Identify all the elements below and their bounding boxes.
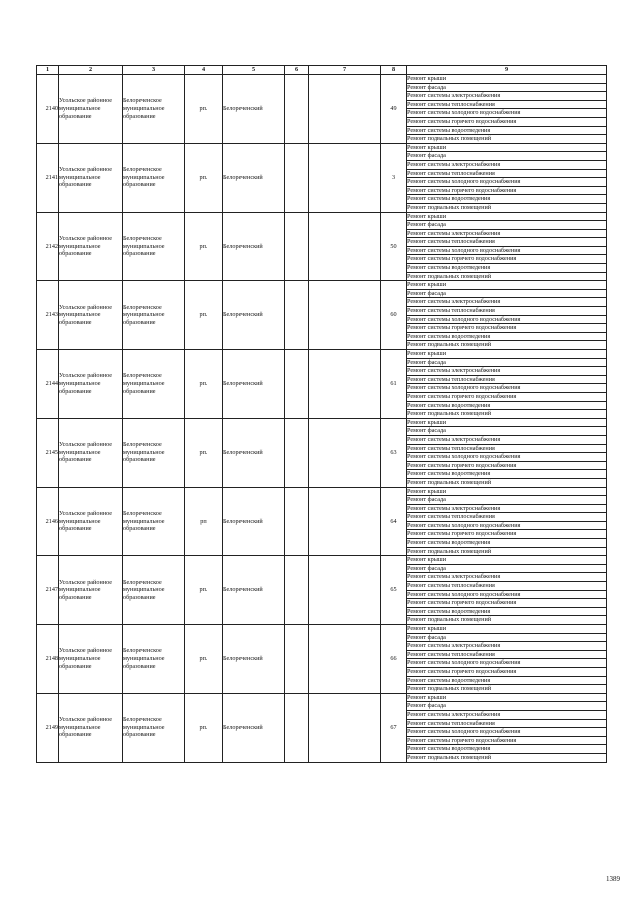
work-type-cell: Ремонт фасада bbox=[407, 358, 607, 367]
work-type-cell: Ремонт фасада bbox=[407, 633, 607, 642]
work-type-cell: Ремонт системы теплоснабжения bbox=[407, 650, 607, 659]
municipality-cell: Белореченское муниципальное образование bbox=[123, 487, 185, 556]
district-cell: Усольское районное муниципальное образование bbox=[59, 350, 123, 419]
work-type-cell: Ремонт крыши bbox=[407, 418, 607, 427]
settlement-type-cell: рп. bbox=[185, 350, 223, 419]
record-id: 2149 bbox=[37, 693, 59, 762]
col-header-1: 1 bbox=[37, 66, 59, 75]
empty-cell-6 bbox=[285, 556, 309, 625]
work-type-cell: Ремонт крыши bbox=[407, 75, 607, 84]
work-type-cell: Ремонт подвальных помещений bbox=[407, 547, 607, 556]
work-type-cell: Ремонт системы электроснабжения bbox=[407, 92, 607, 101]
work-type-cell: Ремонт крыши bbox=[407, 350, 607, 359]
work-type-cell: Ремонт крыши bbox=[407, 281, 607, 290]
work-type-cell: Ремонт подвальных помещений bbox=[407, 616, 607, 625]
empty-cell-6 bbox=[285, 487, 309, 556]
work-type-cell: Ремонт системы теплоснабжения bbox=[407, 582, 607, 591]
work-type-cell: Ремонт системы горячего водоснабжения bbox=[407, 392, 607, 401]
work-type-cell: Ремонт подвальных помещений bbox=[407, 272, 607, 281]
table-row bbox=[37, 556, 607, 565]
work-type-cell: Ремонт системы теплоснабжения bbox=[407, 719, 607, 728]
locality-cell: Белореченский bbox=[223, 418, 285, 487]
work-type-cell: Ремонт подвальных помещений bbox=[407, 753, 607, 762]
work-type-cell: Ремонт системы холодного водоснабжения bbox=[407, 453, 607, 462]
work-type-cell: Ремонт системы теплоснабжения bbox=[407, 238, 607, 247]
col-header-4: 4 bbox=[185, 66, 223, 75]
work-type-cell: Ремонт фасада bbox=[407, 427, 607, 436]
locality-cell: Белореченский bbox=[223, 75, 285, 144]
settlement-type-cell: рп. bbox=[185, 693, 223, 762]
work-type-cell: Ремонт системы горячего водоснабжения bbox=[407, 667, 607, 676]
work-type-cell: Ремонт системы холодного водоснабжения bbox=[407, 109, 607, 118]
district-cell: Усольское районное муниципальное образование bbox=[59, 212, 123, 281]
work-type-cell: Ремонт системы водоотведения bbox=[407, 745, 607, 754]
table-row bbox=[37, 350, 607, 359]
work-type-cell: Ремонт системы холодного водоснабжения bbox=[407, 246, 607, 255]
work-type-cell: Ремонт фасада bbox=[407, 83, 607, 92]
empty-cell-7 bbox=[309, 350, 381, 419]
municipality-cell: Белореченское муниципальное образование bbox=[123, 75, 185, 144]
work-type-cell: Ремонт крыши bbox=[407, 212, 607, 221]
work-type-cell: Ремонт подвальных помещений bbox=[407, 203, 607, 212]
work-type-cell: Ремонт системы водоотведения bbox=[407, 676, 607, 685]
empty-cell-7 bbox=[309, 693, 381, 762]
empty-cell-7 bbox=[309, 281, 381, 350]
settlement-type-cell: рп. bbox=[185, 625, 223, 694]
empty-cell-6 bbox=[285, 143, 309, 212]
locality-cell: Белореченский bbox=[223, 487, 285, 556]
municipality-cell: Белореченское муниципальное образование bbox=[123, 281, 185, 350]
work-type-cell: Ремонт системы электроснабжения bbox=[407, 229, 607, 238]
district-cell: Усольское районное муниципальное образование bbox=[59, 625, 123, 694]
house-number-cell: 65 bbox=[381, 556, 407, 625]
house-number-cell: 49 bbox=[381, 75, 407, 144]
work-type-cell: Ремонт системы горячего водоснабжения bbox=[407, 599, 607, 608]
empty-cell-6 bbox=[285, 693, 309, 762]
house-number-cell: 66 bbox=[381, 625, 407, 694]
settlement-type-cell: рп. bbox=[185, 143, 223, 212]
district-cell: Усольское районное муниципальное образование bbox=[59, 281, 123, 350]
municipality-cell: Белореченское муниципальное образование bbox=[123, 556, 185, 625]
house-number-cell: 60 bbox=[381, 281, 407, 350]
col-header-7: 7 bbox=[309, 66, 381, 75]
col-header-8: 8 bbox=[381, 66, 407, 75]
work-type-cell: Ремонт системы горячего водоснабжения bbox=[407, 461, 607, 470]
col-header-6: 6 bbox=[285, 66, 309, 75]
work-type-cell: Ремонт крыши bbox=[407, 693, 607, 702]
district-cell: Усольское районное муниципальное образование bbox=[59, 487, 123, 556]
table-row bbox=[37, 143, 607, 152]
work-type-cell: Ремонт системы электроснабжения bbox=[407, 504, 607, 513]
house-number-cell: 64 bbox=[381, 487, 407, 556]
work-type-cell: Ремонт системы теплоснабжения bbox=[407, 375, 607, 384]
repair-register-table bbox=[36, 65, 607, 763]
work-type-cell: Ремонт системы теплоснабжения bbox=[407, 169, 607, 178]
empty-cell-7 bbox=[309, 556, 381, 625]
settlement-type-cell: рп. bbox=[185, 418, 223, 487]
locality-cell: Белореченский bbox=[223, 212, 285, 281]
work-type-cell: Ремонт системы водоотведения bbox=[407, 401, 607, 410]
house-number-cell: 50 bbox=[381, 212, 407, 281]
work-type-cell: Ремонт системы электроснабжения bbox=[407, 435, 607, 444]
work-type-cell: Ремонт системы водоотведения bbox=[407, 264, 607, 273]
table-row bbox=[37, 487, 607, 496]
work-type-cell: Ремонт системы электроснабжения bbox=[407, 367, 607, 376]
empty-cell-7 bbox=[309, 212, 381, 281]
district-cell: Усольское районное муниципальное образование bbox=[59, 418, 123, 487]
municipality-cell: Белореченское муниципальное образование bbox=[123, 625, 185, 694]
work-type-cell: Ремонт системы водоотведения bbox=[407, 470, 607, 479]
empty-cell-7 bbox=[309, 418, 381, 487]
work-type-cell: Ремонт подвальных помещений bbox=[407, 410, 607, 419]
record-id: 2144 bbox=[37, 350, 59, 419]
work-type-cell: Ремонт подвальных помещений bbox=[407, 341, 607, 350]
record-id: 2148 bbox=[37, 625, 59, 694]
header-row bbox=[37, 66, 607, 75]
work-type-cell: Ремонт системы электроснабжения bbox=[407, 573, 607, 582]
work-type-cell: Ремонт системы холодного водоснабжения bbox=[407, 659, 607, 668]
work-type-cell: Ремонт системы холодного водоснабжения bbox=[407, 521, 607, 530]
table-row bbox=[37, 212, 607, 221]
work-type-cell: Ремонт фасада bbox=[407, 221, 607, 230]
work-type-cell: Ремонт фасада bbox=[407, 496, 607, 505]
municipality-cell: Белореченское муниципальное образование bbox=[123, 418, 185, 487]
settlement-type-cell: рп. bbox=[185, 556, 223, 625]
house-number-cell: 61 bbox=[381, 350, 407, 419]
work-type-cell: Ремонт системы холодного водоснабжения bbox=[407, 178, 607, 187]
work-type-cell: Ремонт системы водоотведения bbox=[407, 126, 607, 135]
municipality-cell: Белореченское муниципальное образование bbox=[123, 143, 185, 212]
locality-cell: Белореченский bbox=[223, 556, 285, 625]
record-id: 2147 bbox=[37, 556, 59, 625]
settlement-type-cell: рп. bbox=[185, 212, 223, 281]
col-header-2: 2 bbox=[59, 66, 123, 75]
record-id: 2140 bbox=[37, 75, 59, 144]
work-type-cell: Ремонт системы электроснабжения bbox=[407, 160, 607, 169]
district-cell: Усольское районное муниципальное образование bbox=[59, 75, 123, 144]
work-type-cell: Ремонт фасада bbox=[407, 564, 607, 573]
municipality-cell: Белореченское муниципальное образование bbox=[123, 693, 185, 762]
work-type-cell: Ремонт системы электроснабжения bbox=[407, 298, 607, 307]
municipality-cell: Белореченское муниципальное образование bbox=[123, 350, 185, 419]
municipality-cell: Белореченское муниципальное образование bbox=[123, 212, 185, 281]
locality-cell: Белореченский bbox=[223, 281, 285, 350]
work-type-cell: Ремонт системы водоотведения bbox=[407, 607, 607, 616]
work-type-cell: Ремонт системы водоотведения bbox=[407, 332, 607, 341]
district-cell: Усольское районное муниципальное образование bbox=[59, 556, 123, 625]
work-type-cell: Ремонт системы холодного водоснабжения bbox=[407, 590, 607, 599]
district-cell: Усольское районное муниципальное образование bbox=[59, 143, 123, 212]
work-type-cell: Ремонт системы теплоснабжения bbox=[407, 444, 607, 453]
work-type-cell: Ремонт системы горячего водоснабжения bbox=[407, 324, 607, 333]
record-id: 2146 bbox=[37, 487, 59, 556]
col-header-9: 9 bbox=[407, 66, 607, 75]
work-type-cell: Ремонт фасада bbox=[407, 702, 607, 711]
page-number: 1389 bbox=[606, 875, 620, 883]
record-id: 2143 bbox=[37, 281, 59, 350]
empty-cell-7 bbox=[309, 487, 381, 556]
locality-cell: Белореченский bbox=[223, 350, 285, 419]
table-row bbox=[37, 75, 607, 84]
empty-cell-6 bbox=[285, 212, 309, 281]
record-id: 2141 bbox=[37, 143, 59, 212]
locality-cell: Белореченский bbox=[223, 693, 285, 762]
house-number-cell: 3 bbox=[381, 143, 407, 212]
work-type-cell: Ремонт системы водоотведения bbox=[407, 195, 607, 204]
work-type-cell: Ремонт подвальных помещений bbox=[407, 685, 607, 694]
settlement-type-cell: рп. bbox=[185, 281, 223, 350]
work-type-cell: Ремонт системы теплоснабжения bbox=[407, 100, 607, 109]
empty-cell-6 bbox=[285, 418, 309, 487]
table-row bbox=[37, 693, 607, 702]
empty-cell-6 bbox=[285, 75, 309, 144]
settlement-type-cell: рп. bbox=[185, 75, 223, 144]
work-type-cell: Ремонт крыши bbox=[407, 487, 607, 496]
work-type-cell: Ремонт системы горячего водоснабжения bbox=[407, 736, 607, 745]
table-row bbox=[37, 281, 607, 290]
empty-cell-6 bbox=[285, 281, 309, 350]
work-type-cell: Ремонт системы холодного водоснабжения bbox=[407, 728, 607, 737]
work-type-cell: Ремонт подвальных помещений bbox=[407, 135, 607, 144]
work-type-cell: Ремонт крыши bbox=[407, 556, 607, 565]
work-type-cell: Ремонт системы горячего водоснабжения bbox=[407, 186, 607, 195]
work-type-cell: Ремонт системы холодного водоснабжения bbox=[407, 315, 607, 324]
work-type-cell: Ремонт подвальных помещений bbox=[407, 478, 607, 487]
work-type-cell: Ремонт системы электроснабжения bbox=[407, 710, 607, 719]
work-type-cell: Ремонт системы горячего водоснабжения bbox=[407, 530, 607, 539]
settlement-type-cell: рп bbox=[185, 487, 223, 556]
table-row bbox=[37, 625, 607, 634]
work-type-cell: Ремонт системы водоотведения bbox=[407, 539, 607, 548]
empty-cell-7 bbox=[309, 625, 381, 694]
col-header-5: 5 bbox=[223, 66, 285, 75]
work-type-cell: Ремонт фасада bbox=[407, 152, 607, 161]
empty-cell-7 bbox=[309, 143, 381, 212]
empty-cell-6 bbox=[285, 350, 309, 419]
district-cell: Усольское районное муниципальное образование bbox=[59, 693, 123, 762]
house-number-cell: 63 bbox=[381, 418, 407, 487]
work-type-cell: Ремонт системы теплоснабжения bbox=[407, 513, 607, 522]
work-type-cell: Ремонт системы горячего водоснабжения bbox=[407, 255, 607, 264]
work-type-cell: Ремонт системы теплоснабжения bbox=[407, 307, 607, 316]
work-type-cell: Ремонт системы горячего водоснабжения bbox=[407, 117, 607, 126]
table-row bbox=[37, 418, 607, 427]
work-type-cell: Ремонт крыши bbox=[407, 143, 607, 152]
locality-cell: Белореченский bbox=[223, 625, 285, 694]
work-type-cell: Ремонт крыши bbox=[407, 625, 607, 634]
col-header-3: 3 bbox=[123, 66, 185, 75]
empty-cell-7 bbox=[309, 75, 381, 144]
house-number-cell: 67 bbox=[381, 693, 407, 762]
locality-cell: Белореченский bbox=[223, 143, 285, 212]
work-type-cell: Ремонт системы холодного водоснабжения bbox=[407, 384, 607, 393]
work-type-cell: Ремонт системы электроснабжения bbox=[407, 642, 607, 651]
work-type-cell: Ремонт фасада bbox=[407, 289, 607, 298]
empty-cell-6 bbox=[285, 625, 309, 694]
record-id: 2142 bbox=[37, 212, 59, 281]
record-id: 2145 bbox=[37, 418, 59, 487]
